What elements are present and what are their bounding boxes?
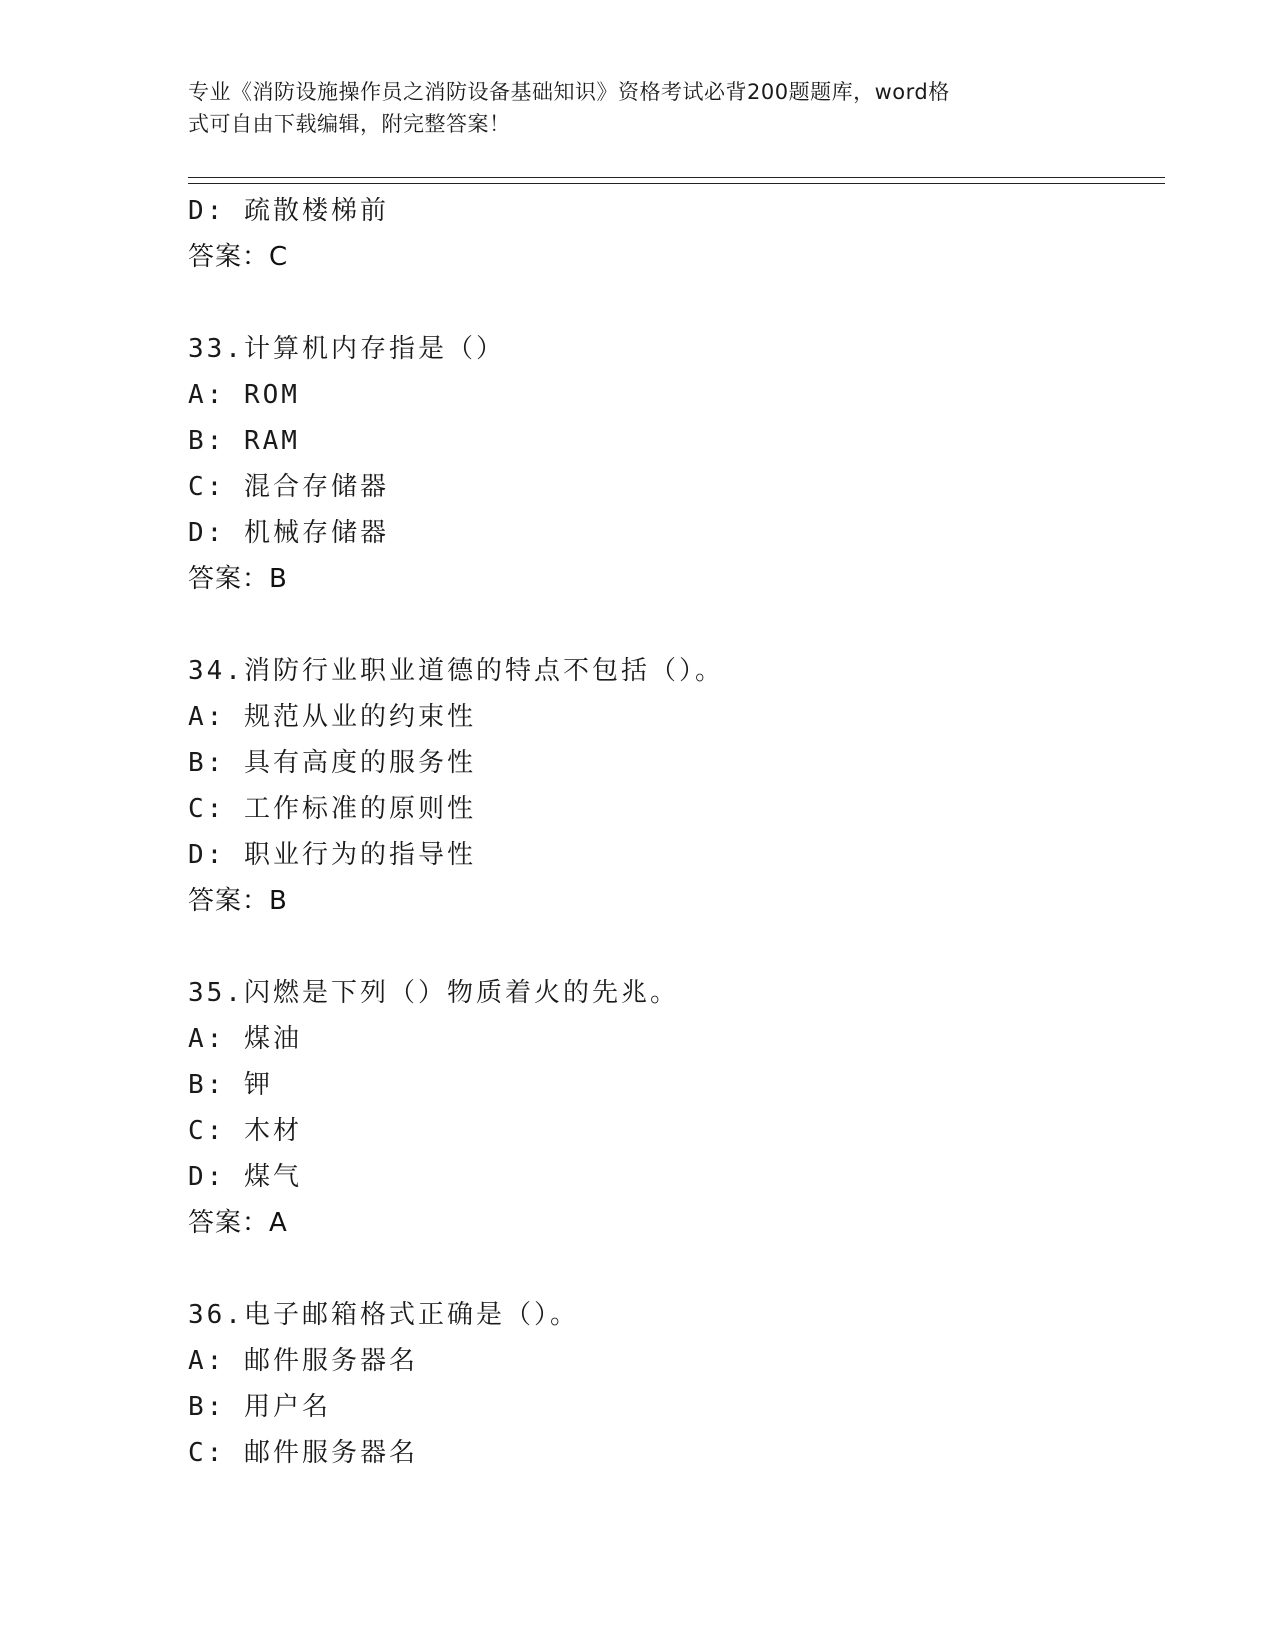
prev-option-d: D: 疏散楼梯前 <box>188 196 389 226</box>
answer-line: 答案：B <box>188 886 288 916</box>
question-block <box>188 1292 1165 1476</box>
question-stem: 36.电子邮箱格式正确是（）。 <box>188 1300 579 1330</box>
option-c: C: 邮件服务器名 <box>188 1438 418 1468</box>
spacer <box>188 924 1165 970</box>
question-stem: 34.消防行业职业道德的特点不包括（）。 <box>188 656 724 686</box>
option-c: C: 混合存储器 <box>188 472 389 502</box>
option-a: A: 煤油 <box>188 1024 302 1054</box>
option-c: C: 木材 <box>188 1116 302 1146</box>
spacer <box>188 602 1165 648</box>
question-block <box>188 970 1165 1246</box>
option-a: A: ROM <box>188 380 300 410</box>
prev-answer: 答案：C <box>188 242 289 272</box>
document-header <box>188 76 1068 140</box>
header-divider-top <box>188 177 1165 178</box>
option-b: B: RAM <box>188 426 300 456</box>
option-a: A: 邮件服务器名 <box>188 1346 418 1376</box>
spacer <box>188 280 1165 326</box>
option-b: B: 用户名 <box>188 1392 331 1422</box>
option-b: B: 具有高度的服务性 <box>188 748 476 778</box>
option-c: C: 工作标准的原则性 <box>188 794 476 824</box>
option-d: D: 煤气 <box>188 1162 302 1192</box>
option-d: D: 机械存储器 <box>188 518 389 548</box>
answer-line: 答案：B <box>188 564 288 594</box>
spacer <box>188 1246 1165 1292</box>
question-block <box>188 648 1165 924</box>
option-a: A: 规范从业的约束性 <box>188 702 476 732</box>
header-divider-bottom <box>188 183 1165 184</box>
option-d: D: 职业行为的指导性 <box>188 840 476 870</box>
question-stem: 35.闪燃是下列（）物质着火的先兆。 <box>188 978 679 1008</box>
question-list <box>188 188 1165 1476</box>
header-line-2: 式可自由下载编辑，附完整答案！ <box>188 112 511 136</box>
question-stem: 33.计算机内存指是（） <box>188 334 505 364</box>
question-block <box>188 326 1165 602</box>
header-line-1: 专业《消防设施操作员之消防设备基础知识》资格考试必背200题题库，word格 <box>188 80 950 104</box>
option-b: B: 钾 <box>188 1070 273 1100</box>
answer-line: 答案：A <box>188 1208 288 1238</box>
